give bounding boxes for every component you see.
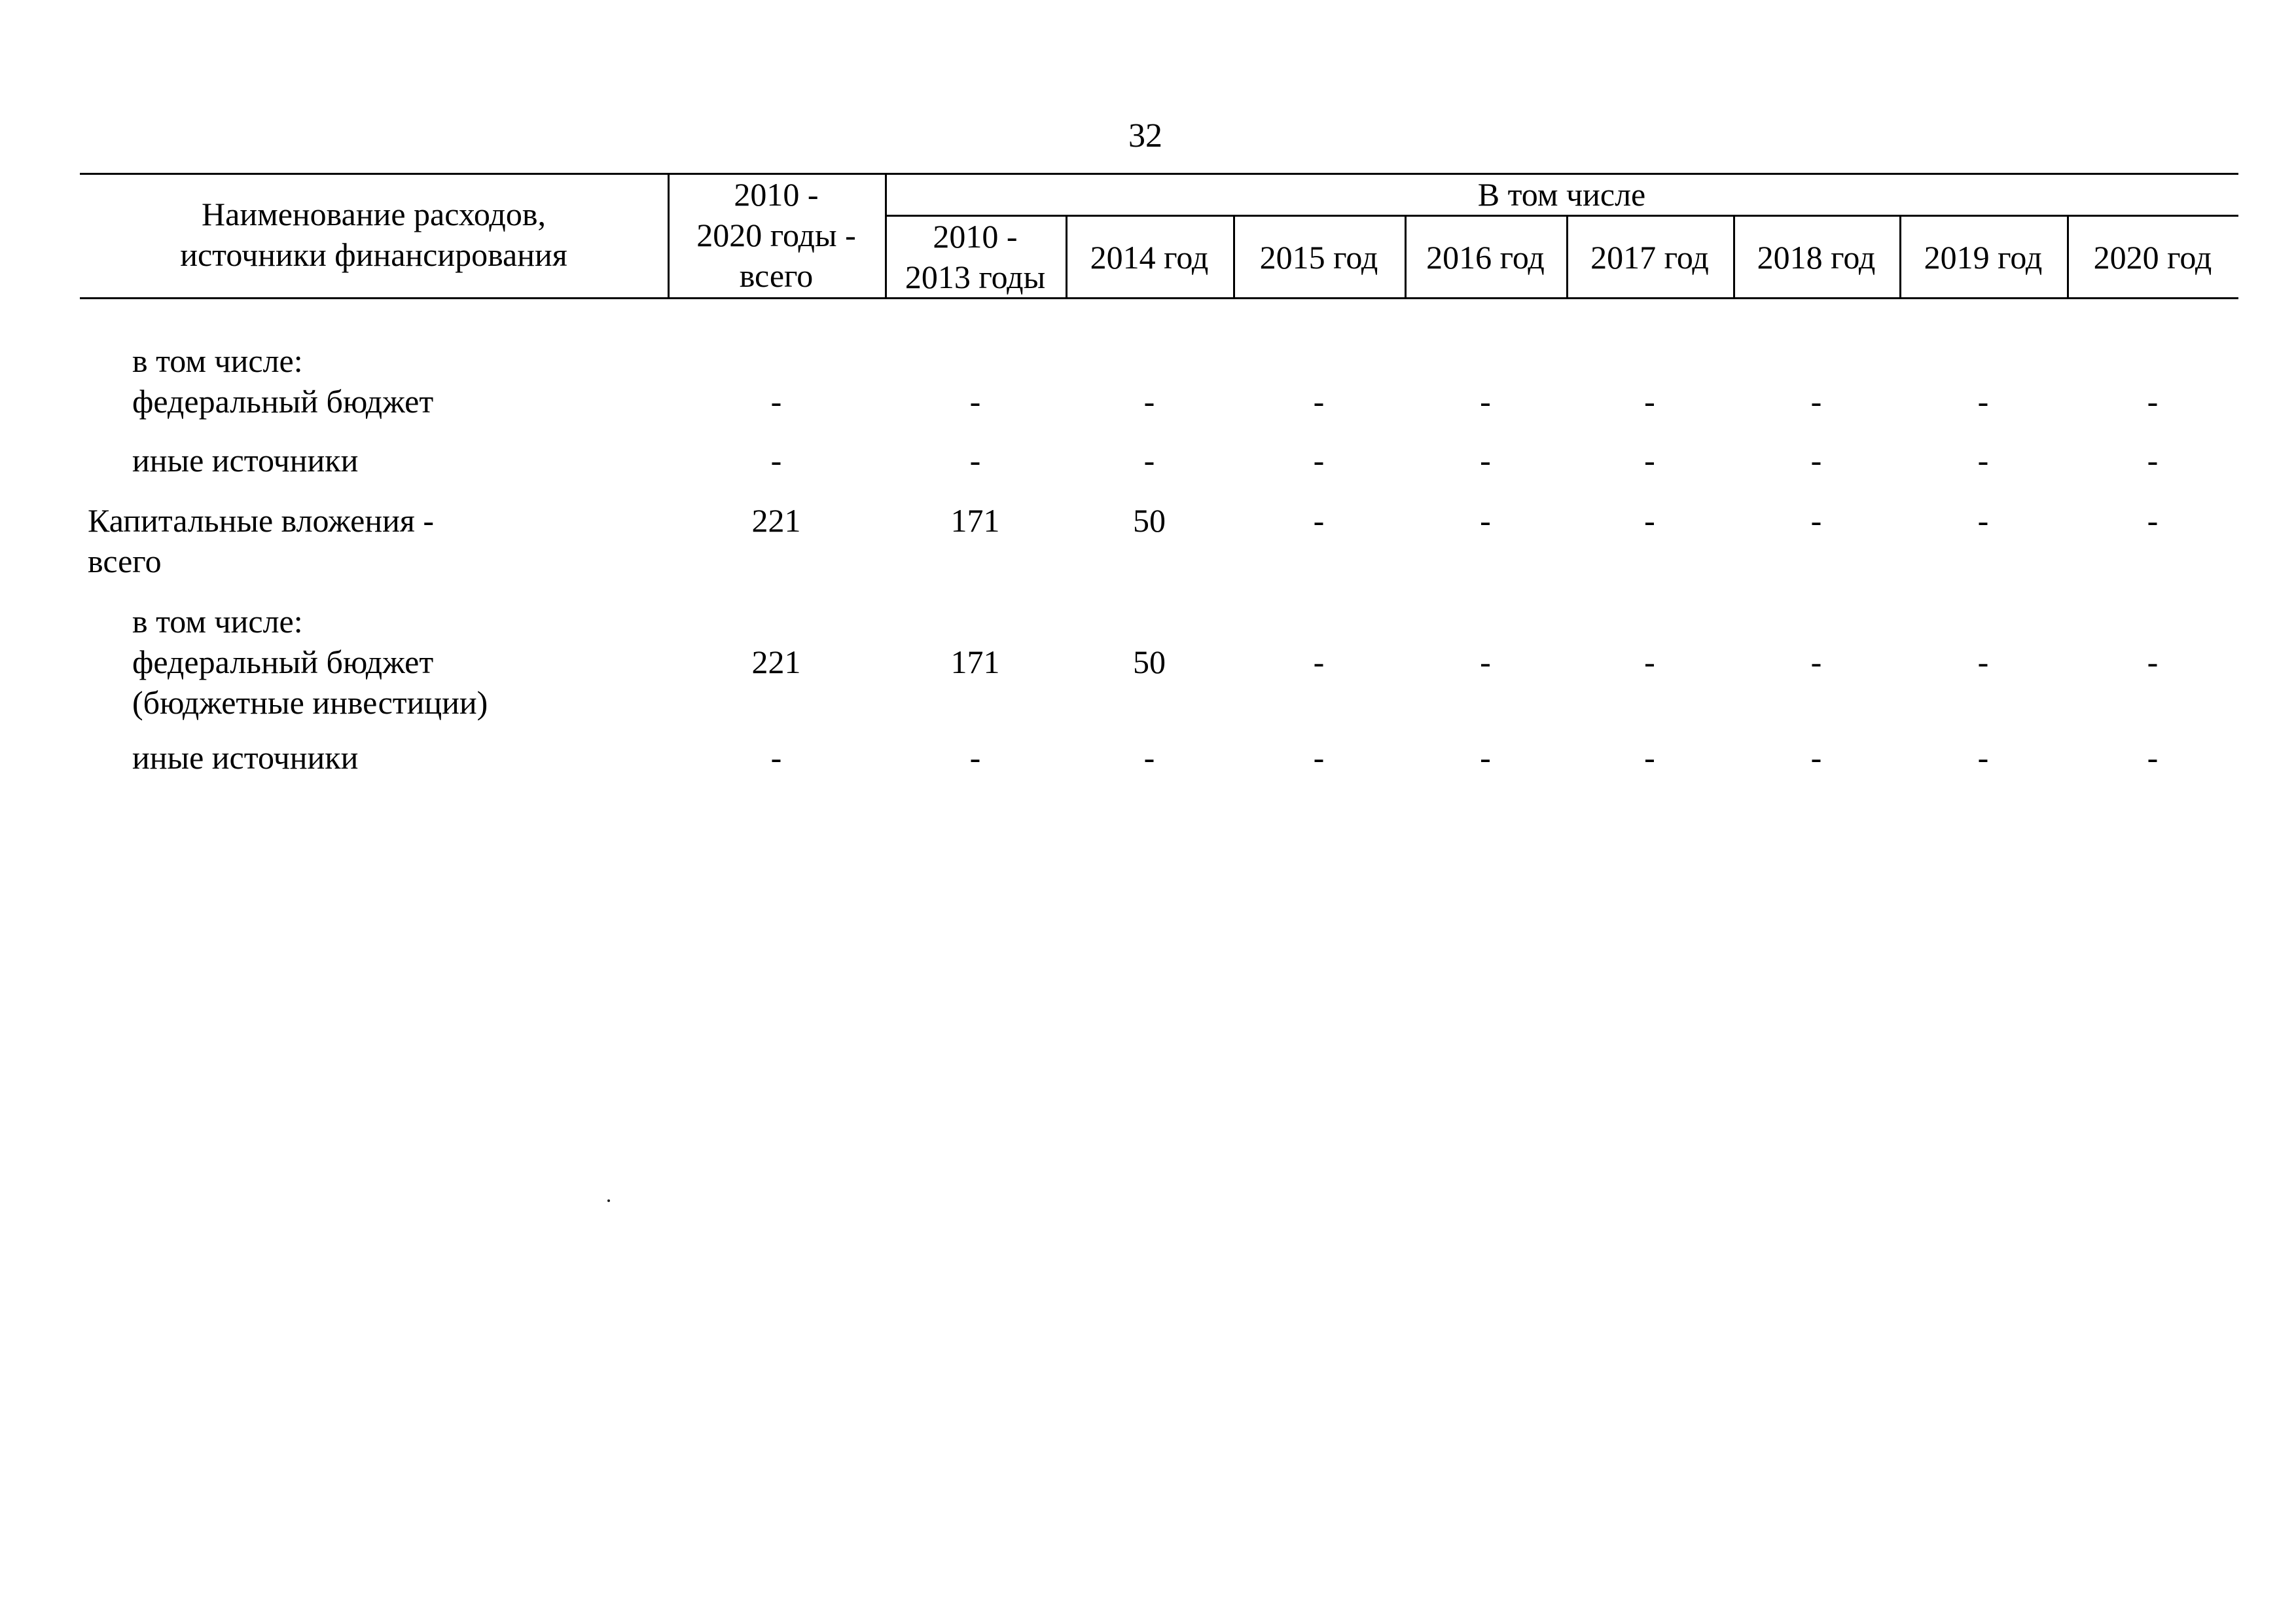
row-label (132, 440, 358, 481)
row-label (132, 737, 358, 778)
header-name-line: Наименование расходов, (202, 196, 546, 232)
row-label (132, 340, 433, 422)
row-label-line: в том числе: (132, 342, 303, 379)
value-2016: - (1480, 739, 1491, 776)
header-total-line: 2020 годы - (696, 217, 856, 253)
value-2016: - (1480, 383, 1491, 420)
header-name-column (80, 194, 668, 275)
value-2019: - (1977, 383, 1989, 420)
value-2017: - (1644, 644, 1655, 680)
value-2014: 50 (1133, 502, 1166, 539)
value-2015: - (1313, 442, 1325, 479)
header-year-line: 2013 годы (905, 259, 1046, 295)
header-year-2016: 2016 год (1426, 239, 1545, 276)
value-2020: - (2147, 442, 2159, 479)
row-label (132, 601, 488, 723)
value-2020: - (2147, 644, 2159, 680)
value-2020: - (2147, 739, 2159, 776)
header-year-2010-2013 (885, 216, 1066, 297)
header-year-2017: 2017 год (1590, 239, 1709, 276)
value-2018: - (1810, 739, 1822, 776)
value-2019: - (1977, 644, 1989, 680)
value-2014: - (1143, 383, 1155, 420)
value-2016: - (1480, 442, 1491, 479)
row-label-line: иные источники (132, 739, 359, 776)
value-2017: - (1644, 383, 1655, 420)
value-2019: - (1977, 502, 1989, 539)
value-total: - (770, 739, 782, 776)
value-2014: 50 (1133, 644, 1166, 680)
value-2010-2013: 171 (950, 502, 1000, 539)
value-total: - (770, 383, 782, 420)
header-year-2019: 2019 год (1924, 239, 2043, 276)
row-label-line: всего (88, 543, 162, 579)
value-2015: - (1313, 739, 1325, 776)
value-2010-2013: - (969, 739, 981, 776)
header-total-line: всего (739, 257, 814, 294)
value-2014: - (1143, 442, 1155, 479)
value-2015: - (1313, 502, 1325, 539)
value-2016: - (1480, 644, 1491, 680)
value-2010-2013: - (969, 442, 981, 479)
value-2018: - (1810, 644, 1822, 680)
value-2018: - (1810, 383, 1822, 420)
header-name-line: источники финансирования (180, 236, 567, 273)
value-2016: - (1480, 502, 1491, 539)
header-total-column (668, 174, 885, 296)
row-label-line: федеральный бюджет (132, 644, 434, 680)
row-label-line: Капитальные вложения - (88, 502, 435, 539)
value-2017: - (1644, 442, 1655, 479)
value-2015: - (1313, 383, 1325, 420)
header-year-line: 2010 - (933, 218, 1018, 255)
value-total: 221 (751, 644, 801, 680)
value-2014: - (1143, 739, 1155, 776)
value-2020: - (2147, 502, 2159, 539)
value-2015: - (1313, 644, 1325, 680)
row-label (88, 500, 434, 581)
value-2010-2013: - (969, 383, 981, 420)
value-2010-2013: 171 (950, 644, 1000, 680)
page-number: 32 (1128, 117, 1162, 155)
value-2017: - (1644, 502, 1655, 539)
group-header-rule (885, 215, 2238, 217)
row-label-line: (бюджетные инвестиции) (132, 684, 488, 721)
header-year-2018: 2018 год (1757, 239, 1876, 276)
header-group-label: В том числе (1477, 176, 1646, 213)
scan-speck (607, 1199, 610, 1202)
header-year-2020: 2020 год (2093, 239, 2212, 276)
value-2018: - (1810, 502, 1822, 539)
value-total: 221 (751, 502, 801, 539)
header-year-2015: 2015 год (1259, 239, 1378, 276)
row-label-line: иные источники (132, 442, 359, 479)
value-2018: - (1810, 442, 1822, 479)
header-bottom-rule (80, 297, 2238, 299)
value-total: - (770, 442, 782, 479)
value-2017: - (1644, 739, 1655, 776)
header-year-2014: 2014 год (1090, 239, 1209, 276)
row-label-line: федеральный бюджет (132, 383, 434, 420)
value-2019: - (1977, 442, 1989, 479)
value-2019: - (1977, 739, 1989, 776)
row-label-line: в том числе: (132, 603, 303, 640)
value-2020: - (2147, 383, 2159, 420)
header-total-line: 2010 - (734, 176, 819, 213)
